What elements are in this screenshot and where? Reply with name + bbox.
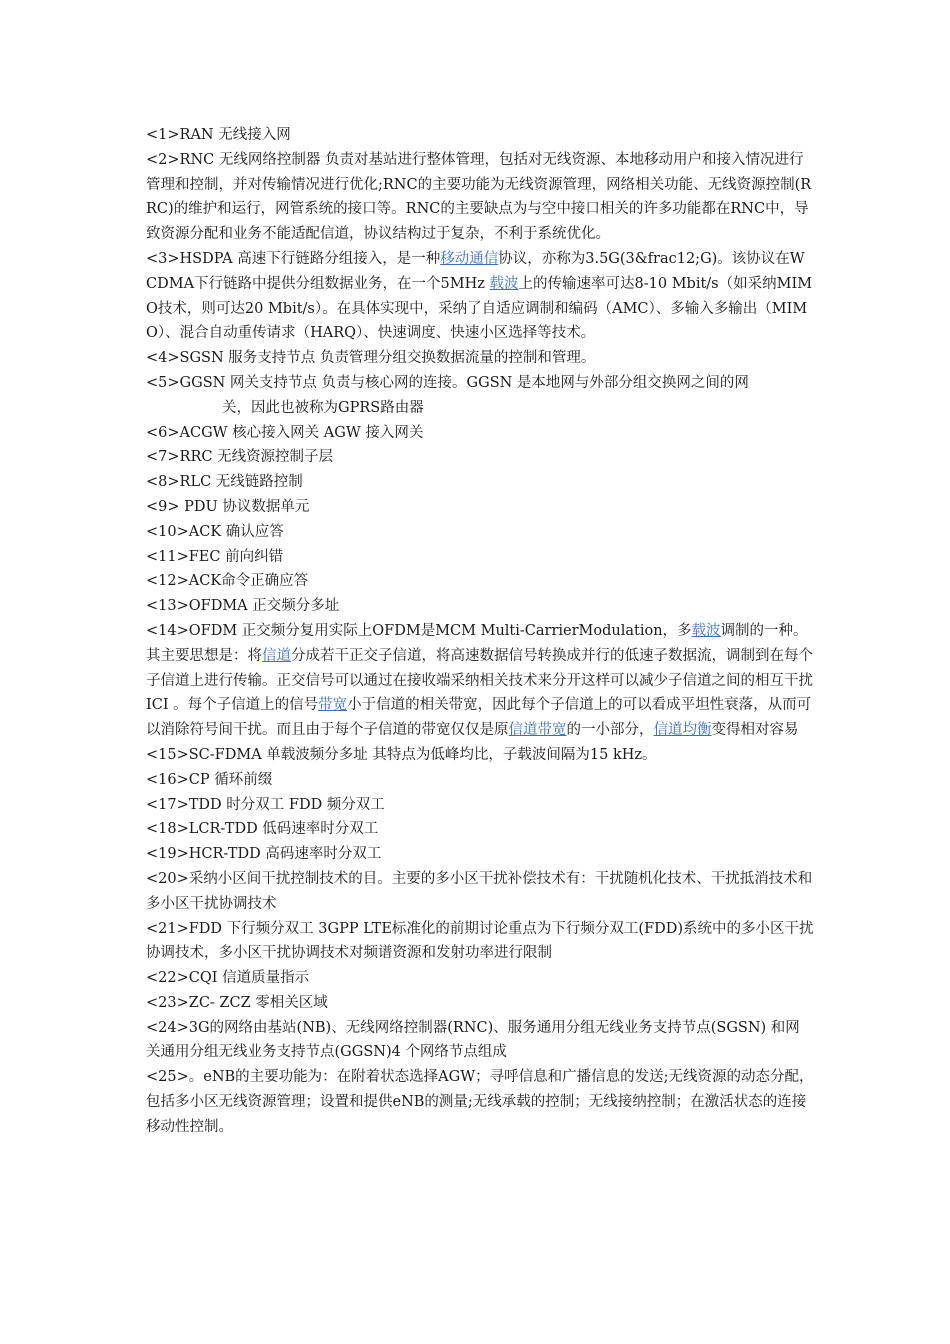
item-5: <5>GGSN 网关支持节点 负责与核心网的连接。GGSN 是本地网与外部分组交换网之间的网	[146, 374, 749, 391]
item-3-text-a: <3>HSDPA 高速下行链路分组接入，是一种	[146, 250, 441, 267]
item-10: <10>ACK 确认应答	[146, 523, 284, 540]
item-14-text-e: 的一小部分，	[566, 722, 654, 739]
item-22: <22>CQI 信道质量指示	[146, 970, 310, 987]
item-6: <6>ACGW 核心接入网关 AGW 接入网关	[146, 424, 424, 441]
item-13: <13>OFDMA 正交频分多址	[146, 598, 340, 615]
link-channel-bandwidth[interactable]: 信道带宽	[508, 722, 567, 739]
item-7: <7>RRC 无线资源控制子层	[146, 449, 334, 466]
document-body	[146, 123, 814, 1140]
item-3-text-b: 协议，亦称为3.5G(3&frac12;G)。该协议在WCDMA下行链路中提供分组数据业务，在一个5MHz	[146, 250, 805, 292]
item-8: <8>RLC 无线链路控制	[146, 474, 303, 491]
item-14-text-c: 分成若干正交子信道，将高速数据信号转换成并行的低速子数据流，调制到在每个子信道上进行传输。正交信号可以通过在接收端采纳相关技术来分开这样可以减少子信道之间的相互干扰 ICI 。每个子信道上的信号	[146, 647, 813, 714]
item-1: <1>RAN 无线接入网	[146, 127, 291, 143]
item-5-continuation: 关，因此也被称为GPRS路由器	[222, 399, 424, 416]
item-16: <16>CP 循环前缀	[146, 771, 273, 788]
item-9: <9> PDU 协议数据单元	[146, 498, 310, 515]
item-14-text-f: 变得相对容易	[711, 722, 799, 739]
item-19: <19>HCR-TDD 高码速率时分双工	[146, 846, 382, 863]
item-21: <21>FDD 下行频分双工 3GPP LTE标准化的前期讨论重点为下行频分双工(FDD)系统中的多小区干扰协调技术，多小区干扰协调技术对频谱资源和发射功率进行限制	[146, 920, 814, 962]
item-15: <15>SC-FDMA 单载波频分多址 其特点为低峰均比，子载波间隔为15 kHz。	[146, 746, 657, 763]
link-channel-equalization[interactable]: 信道均衡	[653, 722, 712, 739]
link-carrier-2[interactable]: 载波	[691, 622, 721, 639]
item-18: <18>LCR-TDD 低码速率时分双工	[146, 821, 379, 838]
item-14	[146, 619, 814, 743]
link-bandwidth[interactable]: 带宽	[318, 697, 348, 714]
item-20: <20>采纳小区间干扰控制技术的目。主要的多小区干扰补偿技术有：干扰随机化技术、干扰抵消技术和多小区干扰协调技术	[146, 870, 813, 912]
item-4: <4>SGSN 服务支持节点 负责管理分组交换数据流量的控制和管理。	[146, 350, 596, 367]
item-3-text-c: 上的传输速率可达8-10 Mbit/s（如采纳MIMO技术，则可达20 Mbit/s）。在具体实现中，采纳了自适应调制和编码（AMC）、多输入多输出（MIMO）、混合自动重传请求（HARQ）、快速调度、快速小区选择等技术。	[146, 275, 813, 342]
item-25: <25>。eNB的主要功能为：在附着状态选择AGW；寻呼信息和广播信息的发送;无线资源的动态分配，包括多小区无线资源管理；设置和提供eNB的测量;无线承载的控制；无线接纳控制；在激活状态的连接移动性控制。	[146, 1069, 814, 1135]
item-14-text-a: <14>OFDM 正交频分复用实际上OFDM是MCM Multi-CarrierModulation，多	[146, 622, 692, 639]
item-17: <17>TDD 时分双工 FDD 频分双工	[146, 796, 385, 813]
item-14-text-d: 小于信道的相关带宽，因此每个子信道上的可以看成平坦性衰落，从而可以消除符号间干扰。而且由于每个子信道的带宽仅仅是原	[146, 697, 812, 739]
item-12: <12>ACK命令正确应答	[146, 573, 309, 590]
item-11: <11>FEC 前向纠错	[146, 548, 284, 565]
item-3	[146, 247, 814, 346]
link-mobile-communication[interactable]: 移动通信	[440, 250, 499, 267]
item-2: <2>RNC 无线网络控制器 负责对基站进行整体管理，包括对无线资源、本地移动用户和接入情况进行管理和控制，并对传输情况进行优化;RNC的主要功能为无线资源管理，网络相关功能、无线资源控制(RRC)的维护和运行，网管系统的接口等。RNC的主要缺点为与空中接口相关的许多功能都在RNC中，导致资源分配和业务不能适配信道，协议结构过于复杂，不利于系统优化。	[146, 151, 812, 243]
link-carrier[interactable]: 载波	[489, 275, 519, 292]
item-23: <23>ZC- ZCZ 零相关区域	[146, 994, 328, 1011]
item-14-text-b: 调制的一种。其主要思想是：将	[146, 622, 808, 664]
link-channel[interactable]: 信道	[262, 647, 291, 664]
item-24: <24>3G的网络由基站(NB)、无线网络控制器(RNC)、服务通用分组无线业务支持节点(SGSN) 和网关通用分组无线业务支持节点(GGSN)4 个网络节点组成	[146, 1019, 800, 1061]
